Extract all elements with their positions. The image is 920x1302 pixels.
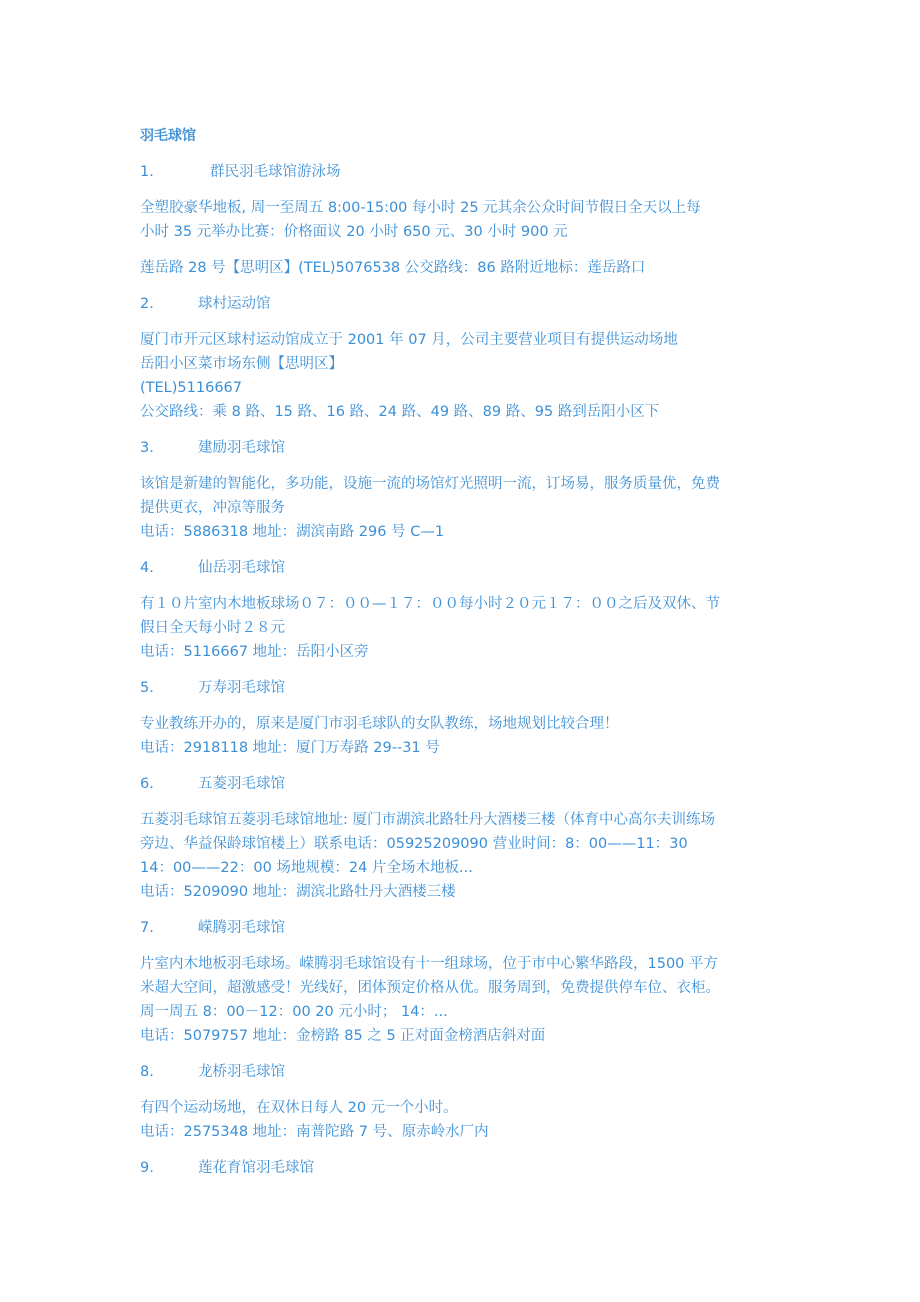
paragraph-line: 电话：2575348 地址：南普陀路 7 号、原赤岭水厂内 bbox=[140, 1124, 489, 1140]
section-number: 9. bbox=[140, 1160, 154, 1176]
section-number: 2. bbox=[140, 296, 154, 312]
paragraph-line: 该馆是新建的智能化，多功能，设施一流的场馆灯光照明一流，订场易，服务质量优，免费 bbox=[140, 476, 720, 492]
paragraph-line: 五菱羽毛球馆五菱羽毛球馆地址: 厦门市湖滨北路牡丹大酒楼三楼（体育中心高尔夫训练场 bbox=[140, 812, 715, 828]
paragraph-line: 岳阳小区菜市场东侧【思明区】 bbox=[140, 356, 343, 372]
paragraph-line: 周一周五 8：00－12：00 20 元小时； 14：... bbox=[140, 1004, 448, 1020]
paragraph-line: 公交路线：乘 8 路、15 路、16 路、24 路、49 路、89 路、95 路到岳阳小区下 bbox=[140, 404, 660, 420]
document bbox=[140, 124, 790, 1192]
paragraph-line: 专业教练开办的，原来是厦门市羽毛球队的女队教练，场地规划比较合理！ bbox=[140, 716, 619, 732]
sections bbox=[140, 160, 790, 1180]
section-heading bbox=[140, 772, 790, 796]
section-paragraph bbox=[140, 1096, 790, 1144]
paragraph-line: 厦门市开元区球村运动馆成立于 2001 年 07 月，公司主要营业项目有提供运动场地 bbox=[140, 332, 678, 348]
paragraph-line: 14：00——22：00 场地规模：24 片全场木地板... bbox=[140, 860, 473, 876]
section-name: 龙桥羽毛球馆 bbox=[198, 1064, 285, 1080]
section-heading bbox=[140, 1060, 790, 1084]
section-name: 球村运动馆 bbox=[198, 296, 271, 312]
section-heading bbox=[140, 292, 790, 316]
section-paragraph bbox=[140, 712, 790, 760]
section-name: 群民羽毛球馆游泳场 bbox=[210, 164, 341, 180]
paragraph-line: 旁边、华益保龄球馆楼上）联系电话：05925209090 营业时间：8：00——11：30 bbox=[140, 836, 688, 852]
section-name: 嵘腾羽毛球馆 bbox=[198, 920, 285, 936]
section-heading bbox=[140, 556, 790, 580]
section-number: 7. bbox=[140, 920, 154, 936]
section-heading bbox=[140, 160, 790, 184]
section-number: 8. bbox=[140, 1064, 154, 1080]
section-name: 仙岳羽毛球馆 bbox=[198, 560, 285, 576]
section-paragraph bbox=[140, 592, 790, 664]
section-name: 莲花育馆羽毛球馆 bbox=[198, 1160, 314, 1176]
section-number: 5. bbox=[140, 680, 154, 696]
paragraph-line: 全塑胶豪华地板, 周一至周五 8:00-15:00 每小时 25 元其余公众时间节假日全天以上每 bbox=[140, 200, 701, 216]
section-paragraph bbox=[140, 808, 790, 904]
section-paragraph bbox=[140, 256, 790, 280]
paragraph-line: 有四个运动场地，在双休日每人 20 元一个小时。 bbox=[140, 1100, 458, 1116]
paragraph-line: 片室内木地板羽毛球场。嵘腾羽毛球馆设有十一组球场，位于市中心繁华路段，1500 平方 bbox=[140, 956, 719, 972]
section-number: 3. bbox=[140, 440, 154, 456]
section-paragraph bbox=[140, 952, 790, 1048]
paragraph-line: (TEL)5116667 bbox=[140, 380, 242, 396]
paragraph-line: 电话：5116667 地址：岳阳小区旁 bbox=[140, 644, 369, 660]
section-heading bbox=[140, 1156, 790, 1180]
paragraph-line: 有１０片室内木地板球场０７：００—１７：００每小时２０元１７：００之后及双休、节 bbox=[140, 596, 720, 612]
section-name: 建励羽毛球馆 bbox=[198, 440, 285, 456]
paragraph-line: 提供更衣，冲凉等服务 bbox=[140, 500, 285, 516]
paragraph-line: 米超大空间，超激感受！光线好，团体预定价格从优。服务周到，免费提供停车位、衣柜。 bbox=[140, 980, 720, 996]
paragraph-line: 莲岳路 28 号【思明区】(TEL)5076538 公交路线：86 路附近地标：莲岳路口 bbox=[140, 260, 646, 276]
section-heading bbox=[140, 676, 790, 700]
paragraph-line: 电话：5886318 地址：湖滨南路 296 号 C—1 bbox=[140, 524, 445, 540]
paragraph-line: 电话：5079757 地址：金榜路 85 之 5 正对面金榜酒店斜对面 bbox=[140, 1028, 546, 1044]
section-name: 万寿羽毛球馆 bbox=[198, 680, 285, 696]
document-title: 羽毛球馆 bbox=[140, 128, 196, 144]
paragraph-line: 小时 35 元举办比赛：价格面议 20 小时 650 元、30 小时 900 元 bbox=[140, 224, 568, 240]
paragraph-line: 假日全天每小时２８元 bbox=[140, 620, 285, 636]
section-paragraph bbox=[140, 328, 790, 424]
paragraph-line: 电话：5209090 地址：湖滨北路牡丹大酒楼三楼 bbox=[140, 884, 456, 900]
section-number: 6. bbox=[140, 776, 154, 792]
section-number: 1. bbox=[140, 164, 154, 180]
section-name: 五菱羽毛球馆 bbox=[198, 776, 285, 792]
section-paragraph bbox=[140, 472, 790, 544]
section-paragraph bbox=[140, 196, 790, 244]
section-heading bbox=[140, 916, 790, 940]
section-number: 4. bbox=[140, 560, 154, 576]
section-heading bbox=[140, 436, 790, 460]
paragraph-line: 电话：2918118 地址：厦门万寿路 29--31 号 bbox=[140, 740, 440, 756]
